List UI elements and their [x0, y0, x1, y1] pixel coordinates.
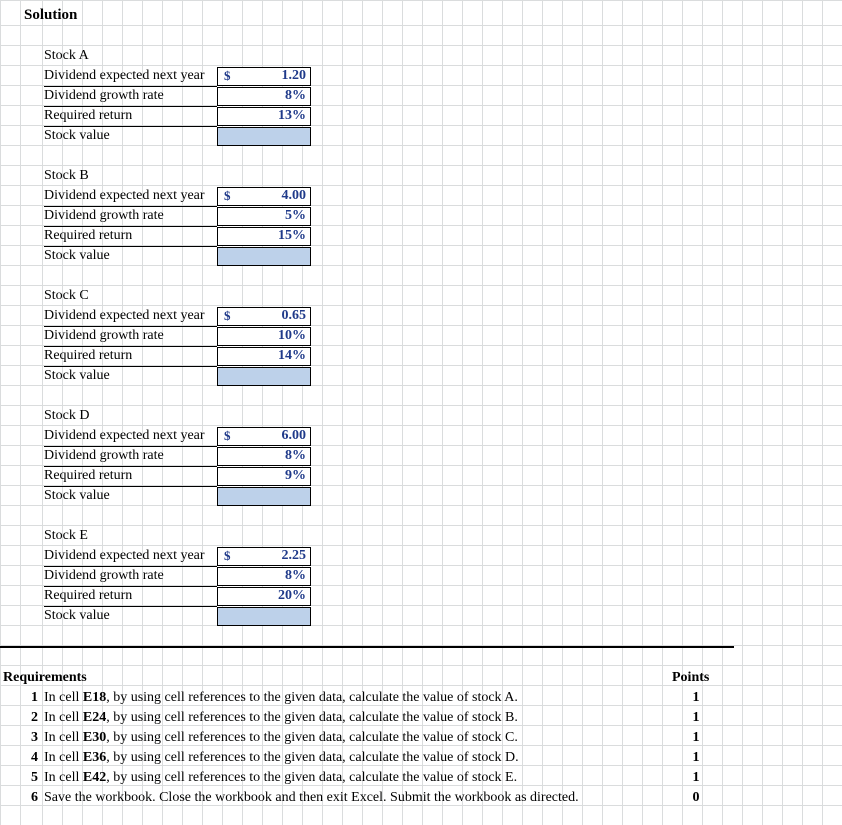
requirement-text: In cell E18, by using cell references to the given data, calculate the value of stock A. [44, 690, 518, 705]
dividend-cell[interactable] [217, 67, 311, 86]
growth-value: 10% [278, 328, 306, 343]
value-label: Stock value [44, 608, 110, 623]
row-border [44, 586, 217, 587]
requirement-text: In cell E36, by using cell references to the given data, calculate the value of stock D. [44, 750, 519, 765]
growth-cell[interactable] [217, 87, 311, 106]
row-border [44, 106, 217, 107]
required-label: Required return [44, 348, 133, 363]
row-border [44, 246, 217, 247]
requirement-number: 3 [31, 730, 38, 745]
required-value: 9% [285, 468, 306, 483]
row-border [44, 566, 217, 567]
required-label: Required return [44, 108, 133, 123]
growth-label: Dividend growth rate [44, 208, 164, 223]
dividend-label: Dividend expected next year [44, 68, 205, 83]
growth-cell[interactable] [217, 327, 311, 346]
dividend-label: Dividend expected next year [44, 188, 205, 203]
stock-name: Stock E [44, 528, 88, 543]
currency-symbol: $ [224, 548, 231, 563]
value-label: Stock value [44, 368, 110, 383]
requirement-text: In cell E42, by using cell references to the given data, calculate the value of stock E. [44, 770, 518, 785]
required-cell[interactable] [217, 467, 311, 486]
dividend-label: Dividend expected next year [44, 308, 205, 323]
growth-value: 8% [285, 88, 306, 103]
required-cell[interactable] [217, 347, 311, 366]
growth-value: 8% [285, 568, 306, 583]
growth-value: 5% [285, 208, 306, 223]
stock-value-cell[interactable] [217, 367, 311, 386]
stock-value-cell[interactable] [217, 247, 311, 266]
requirements-title: Requirements [3, 670, 87, 685]
stock-value-cell[interactable] [217, 607, 311, 626]
required-label: Required return [44, 468, 133, 483]
currency-symbol: $ [224, 188, 231, 203]
dividend-cell[interactable] [217, 187, 311, 206]
sheet-title: Solution [24, 7, 78, 23]
stock-value-cell[interactable] [217, 487, 311, 506]
stock-value-cell[interactable] [217, 127, 311, 146]
currency-symbol: $ [224, 428, 231, 443]
stock-name: Stock C [44, 288, 89, 303]
dividend-value: 0.65 [281, 308, 306, 323]
row-border [44, 86, 217, 87]
requirement-points: 1 [692, 710, 700, 725]
required-value: 20% [278, 588, 306, 603]
value-label: Stock value [44, 488, 110, 503]
required-label: Required return [44, 588, 133, 603]
dividend-label: Dividend expected next year [44, 428, 205, 443]
growth-value: 8% [285, 448, 306, 463]
requirement-number: 5 [31, 770, 38, 785]
dividend-cell[interactable] [217, 547, 311, 566]
growth-label: Dividend growth rate [44, 328, 164, 343]
currency-symbol: $ [224, 308, 231, 323]
row-border [44, 446, 217, 447]
required-label: Required return [44, 228, 133, 243]
stock-name: Stock B [44, 168, 89, 183]
growth-label: Dividend growth rate [44, 568, 164, 583]
requirement-points: 1 [692, 770, 700, 785]
section-divider [0, 646, 734, 648]
dividend-value: 4.00 [281, 188, 306, 203]
requirement-number: 2 [31, 710, 38, 725]
row-border [44, 366, 217, 367]
currency-symbol: $ [224, 68, 231, 83]
required-cell[interactable] [217, 227, 311, 246]
growth-cell[interactable] [217, 447, 311, 466]
dividend-value: 6.00 [281, 428, 306, 443]
requirement-points: 1 [692, 730, 700, 745]
dividend-cell[interactable] [217, 427, 311, 446]
row-border [44, 206, 217, 207]
requirement-points: 1 [692, 750, 700, 765]
requirement-text: In cell E24, by using cell references to the given data, calculate the value of stock B. [44, 710, 518, 725]
growth-label: Dividend growth rate [44, 88, 164, 103]
requirement-number: 4 [31, 750, 38, 765]
stock-name: Stock A [44, 48, 89, 63]
points-title: Points [672, 670, 710, 685]
required-cell[interactable] [217, 107, 311, 126]
row-border [44, 226, 217, 227]
row-border [44, 346, 217, 347]
row-border [44, 126, 217, 127]
row-border [44, 326, 217, 327]
row-border [44, 466, 217, 467]
dividend-label: Dividend expected next year [44, 548, 205, 563]
row-border [44, 486, 217, 487]
value-label: Stock value [44, 248, 110, 263]
row-border [44, 606, 217, 607]
value-label: Stock value [44, 128, 110, 143]
requirement-number: 6 [31, 790, 38, 805]
dividend-value: 2.25 [281, 548, 306, 563]
growth-cell[interactable] [217, 207, 311, 226]
dividend-cell[interactable] [217, 307, 311, 326]
dividend-value: 1.20 [281, 68, 306, 83]
required-value: 15% [278, 228, 306, 243]
required-value: 14% [278, 348, 306, 363]
requirement-number: 1 [31, 690, 38, 705]
required-cell[interactable] [217, 587, 311, 606]
required-value: 13% [278, 108, 306, 123]
requirement-points: 1 [692, 690, 700, 705]
requirement-text: Save the workbook. Close the workbook and then exit Excel. Submit the workbook as directed. [44, 790, 579, 805]
growth-label: Dividend growth rate [44, 448, 164, 463]
requirement-points: 0 [692, 790, 700, 805]
growth-cell[interactable] [217, 567, 311, 586]
stock-name: Stock D [44, 408, 90, 423]
requirement-text: In cell E30, by using cell references to the given data, calculate the value of stock C. [44, 730, 518, 745]
